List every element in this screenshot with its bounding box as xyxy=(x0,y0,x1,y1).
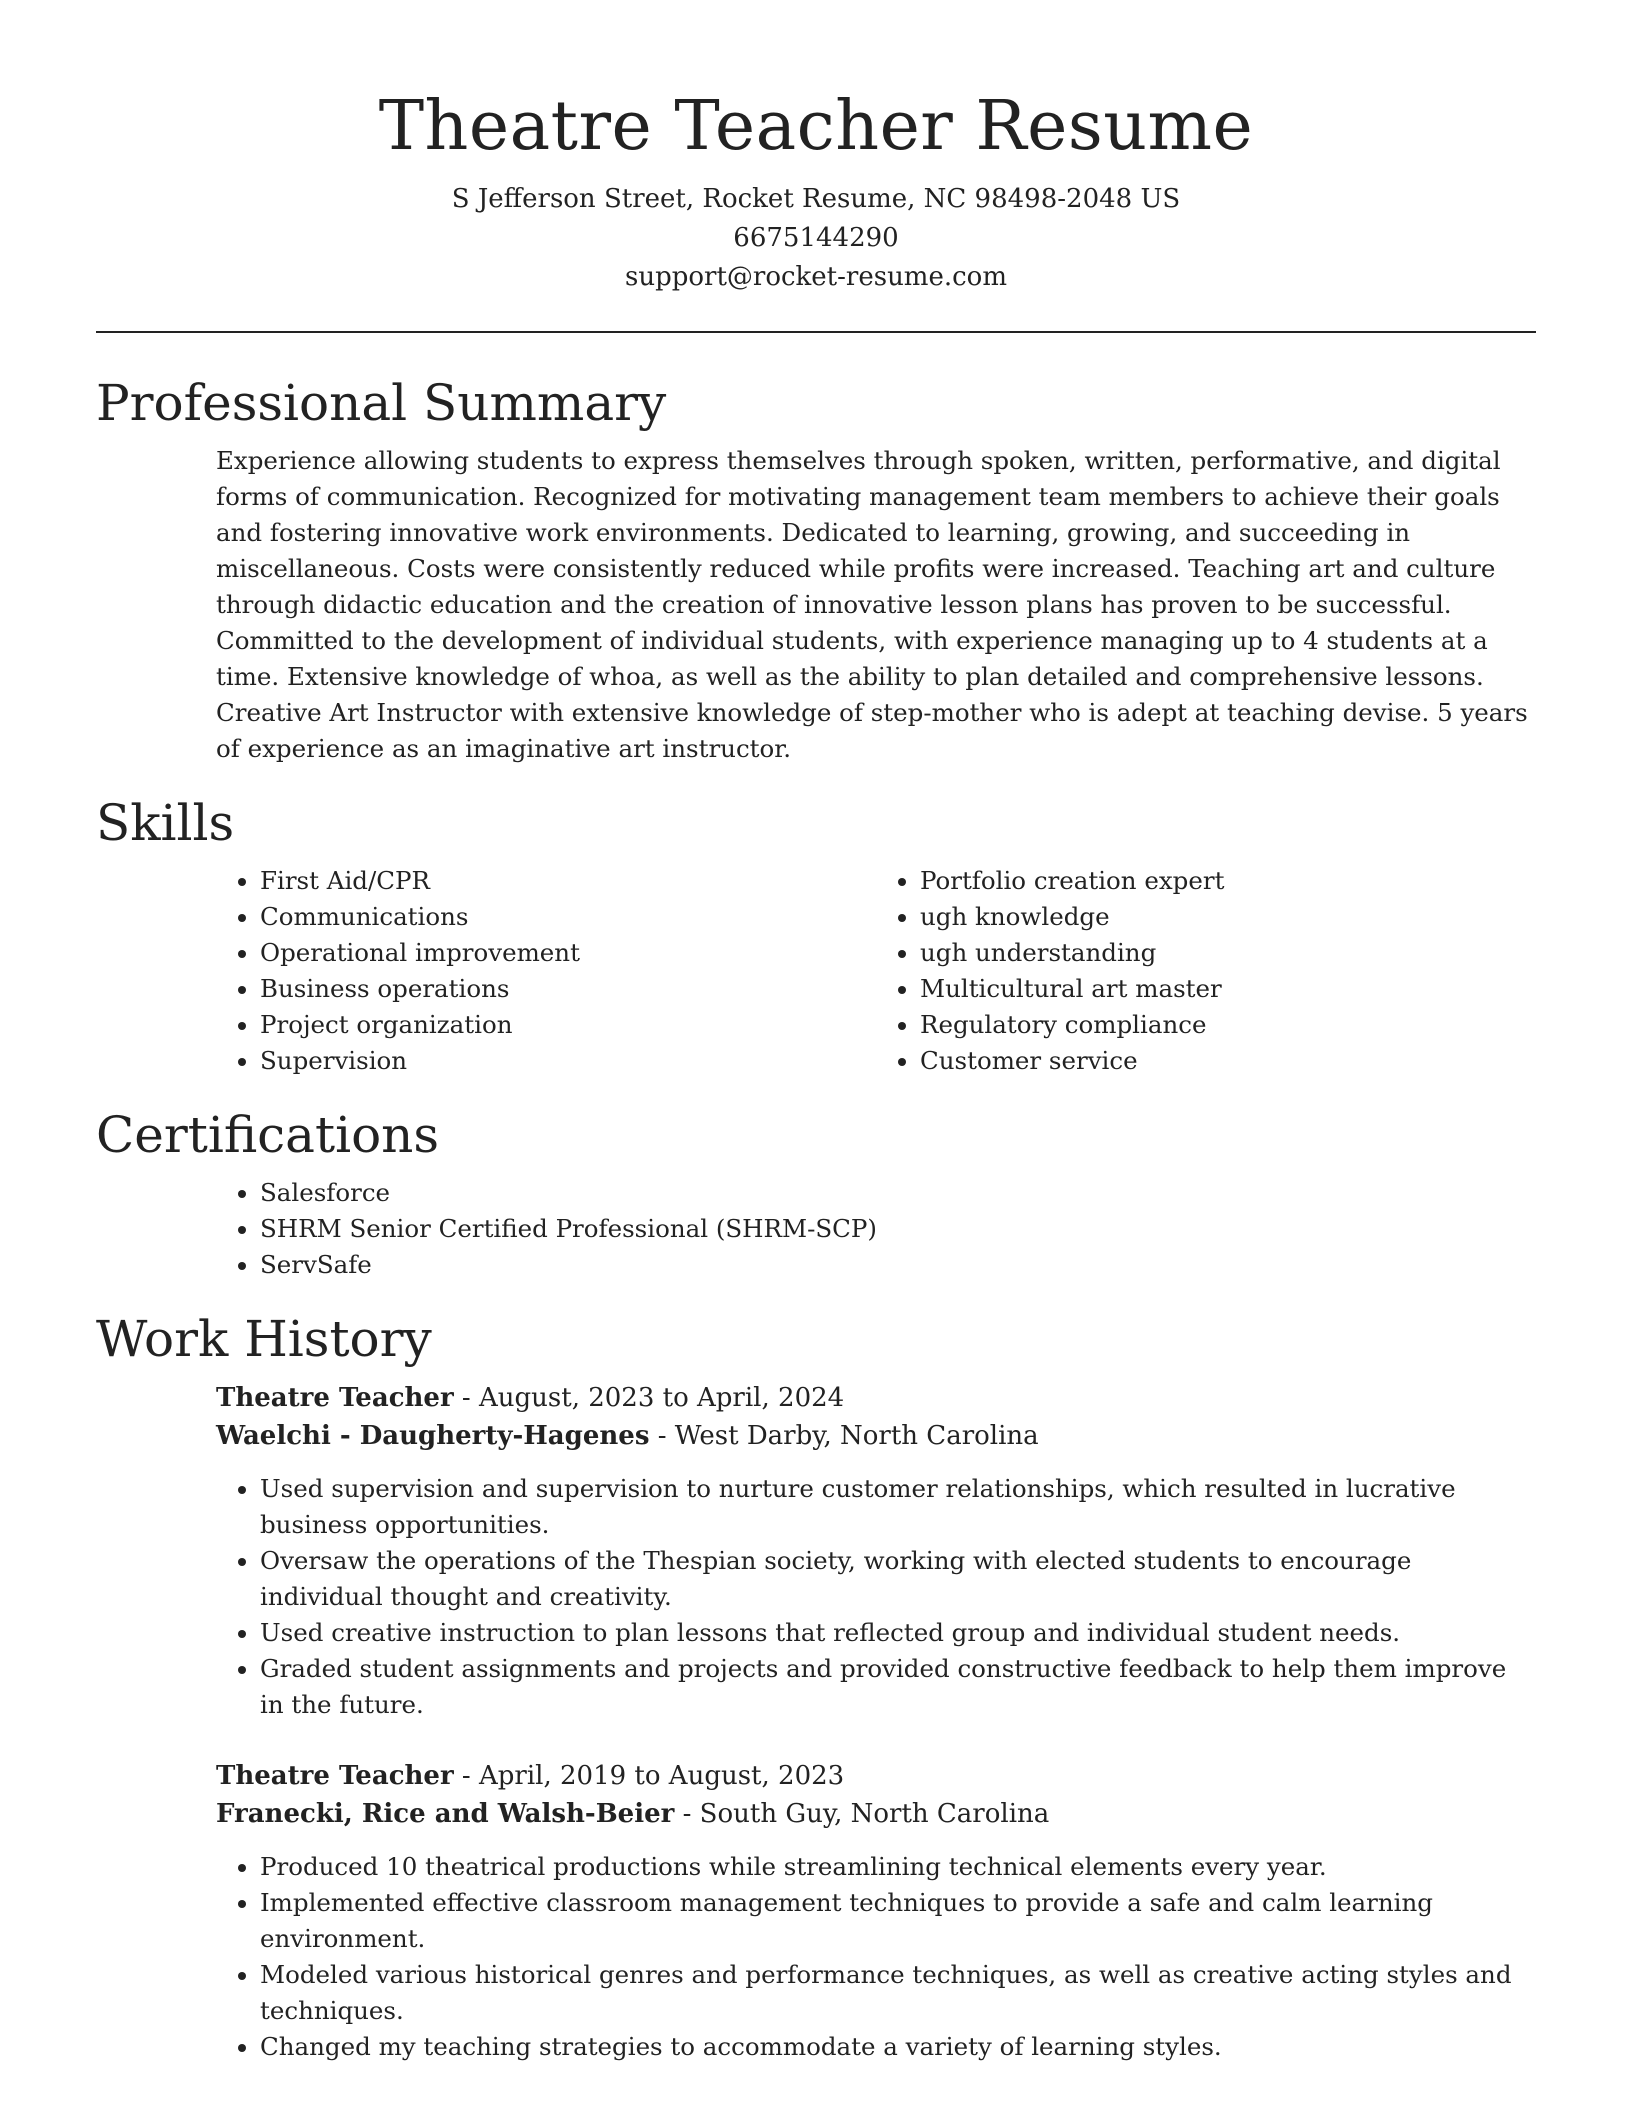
job-entry xyxy=(216,1757,1536,2065)
certification-item: • Salesforce xyxy=(260,1175,1536,1211)
job-location: - West Darby, North Carolina xyxy=(649,1421,1039,1451)
certifications-list xyxy=(216,1175,1536,1283)
skills-list-right xyxy=(876,863,1536,1079)
skill-item: • Portfolio creation expert xyxy=(920,863,1536,899)
job-bullet: • Used creative instruction to plan lessons that reflected group and individual student needs. xyxy=(260,1615,1536,1651)
job-bullet: • Graded student assignments and projects and provided constructive feedback to help them improve in the future. xyxy=(260,1651,1536,1723)
resume-page xyxy=(96,0,1536,2065)
certification-item: • ServSafe xyxy=(260,1247,1536,1283)
summary-section xyxy=(96,373,1536,767)
skill-item: • Communications xyxy=(260,899,876,935)
work-history-heading: Work History xyxy=(96,1310,432,1368)
work-history-section xyxy=(96,1309,1536,2065)
address-text: S Jefferson Street, Rocket Resume, NC 98498-2048 US xyxy=(451,184,1181,214)
job-title-line xyxy=(216,1757,1536,1795)
job-dates: - April, 2019 to August, 2023 xyxy=(453,1761,845,1791)
skill-item: • Supervision xyxy=(260,1043,876,1079)
skills-columns xyxy=(216,863,1536,1079)
job-bullet: • Implemented effective classroom management techniques to provide a safe and calm learning environment. xyxy=(260,1885,1536,1957)
job-title: Theatre Teacher xyxy=(216,1761,454,1791)
job-bullet: • Changed my teaching strategies to accommodate a variety of learning styles. xyxy=(260,2029,1536,2065)
job-bullets xyxy=(216,1471,1536,1723)
phone-text: 6675144290 xyxy=(733,223,899,253)
job-bullet: • Produced 10 theatrical productions while streamlining technical elements every year. xyxy=(260,1849,1536,1885)
skills-section xyxy=(96,793,1536,1079)
job-company: Franecki, Rice and Walsh-Beier xyxy=(216,1799,675,1829)
skill-item: • ugh understanding xyxy=(920,935,1536,971)
job-dates: - August, 2023 to April, 2024 xyxy=(453,1383,845,1413)
skill-item: • Regulatory compliance xyxy=(920,1007,1536,1043)
skill-item: • Multicultural art master xyxy=(920,971,1536,1007)
contact-block xyxy=(96,180,1536,297)
email-text: support@rocket-resume.com xyxy=(624,262,1007,292)
certifications-section xyxy=(96,1105,1536,1283)
skills-heading: Skills xyxy=(96,794,235,852)
skill-item: • Business operations xyxy=(260,971,876,1007)
job-title-line xyxy=(216,1379,1536,1417)
resume-title: Theatre Teacher Resume xyxy=(378,87,1254,166)
skill-item: • Project organization xyxy=(260,1007,876,1043)
skill-item: • First Aid/CPR xyxy=(260,863,876,899)
job-bullet: • Used supervision and supervision to nurture customer relationships, which resulted in lucrative business opportunities. xyxy=(260,1471,1536,1543)
job-entry xyxy=(216,1379,1536,1723)
job-bullets xyxy=(216,1849,1536,2065)
job-company-line xyxy=(216,1795,1536,1833)
header-divider xyxy=(96,331,1536,333)
job-bullet: • Modeled various historical genres and performance techniques, as well as creative acting styles and techniques. xyxy=(260,1957,1536,2029)
skills-list-left xyxy=(216,863,876,1079)
job-company: Waelchi - Daugherty-Hagenes xyxy=(216,1421,650,1451)
job-company-line xyxy=(216,1417,1536,1455)
skill-item: • Operational improvement xyxy=(260,935,876,971)
job-location: - South Guy, North Carolina xyxy=(674,1799,1050,1829)
certifications-heading: Certifications xyxy=(96,1106,440,1164)
summary-heading: Professional Summary xyxy=(96,374,667,432)
job-title: Theatre Teacher xyxy=(216,1383,454,1413)
skill-item: • ugh knowledge xyxy=(920,899,1536,935)
summary-text: Experience allowing students to express themselves through spoken, written, performative, and digital forms of communication. Recognized for motivating management team members to achieve their goals and fostering innovative work environments. Dedicated to learning, growing, and succeeding in miscellaneous. Costs were consistently reduced while profits were increased. Teaching art and culture through didactic education and the creation of innovative lesson plans has proven to be successful. Committed to the development of individual students, with experience managing up to 4 students at a time. Extensive knowledge of whoa, as well as the ability to plan detailed and comprehensive lessons. Creative Art Instructor with extensive knowledge of step-mother who is adept at teaching devise. 5 years of experience as an imaginative art instructor. xyxy=(216,446,1528,763)
skill-item: • Customer service xyxy=(920,1043,1536,1079)
job-bullet: • Oversaw the operations of the Thespian society, working with elected students to encourage individual thought and creativity. xyxy=(260,1543,1536,1615)
certification-item: • SHRM Senior Certified Professional (SHRM-SCP) xyxy=(260,1211,1536,1247)
